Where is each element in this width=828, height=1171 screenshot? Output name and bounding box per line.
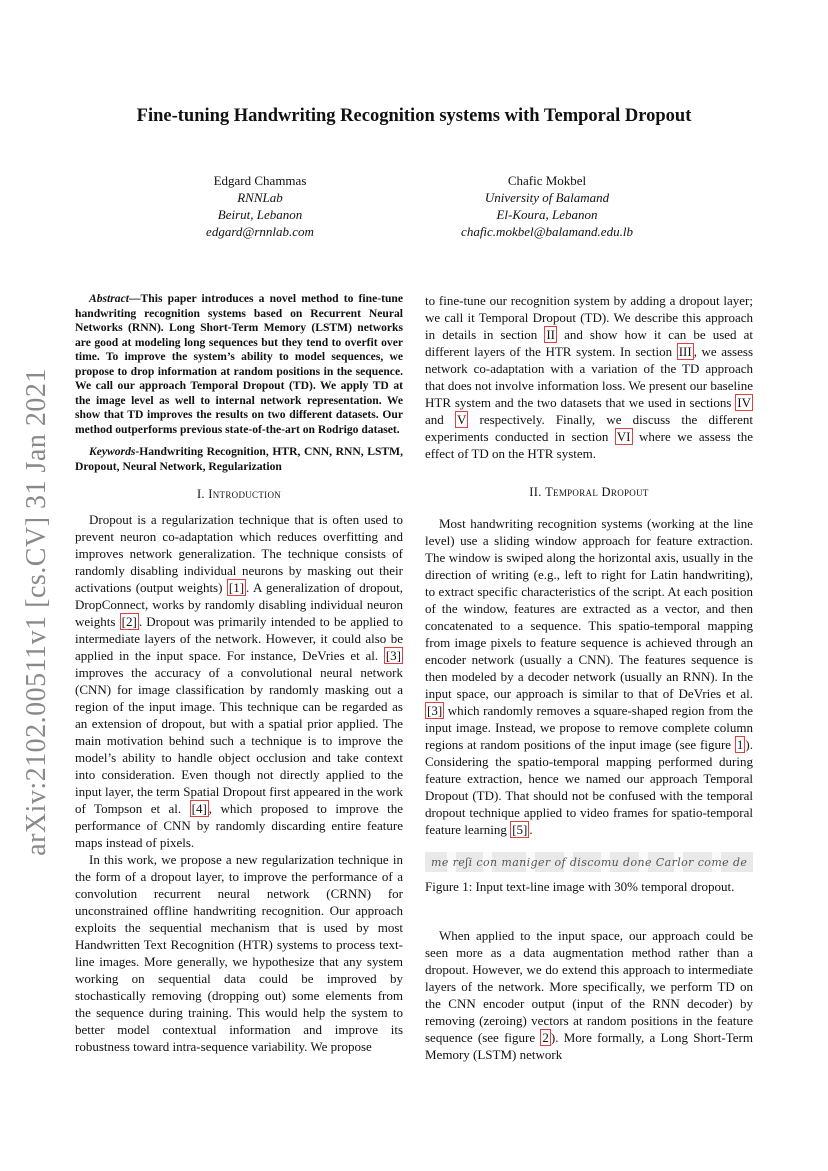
keywords-label: Keywords	[89, 445, 136, 458]
section-heading-temporal-dropout: II. Temporal Dropout	[529, 485, 649, 499]
author-block	[427, 172, 667, 240]
figure-1-image-text: me reʃi con maniger of discomu done Carlor come de	[431, 855, 748, 869]
figure-1-caption: Figure 1: Input text-line image with 30% temporal dropout.	[425, 879, 735, 894]
td-paragraph-1: Most handwriting recognition systems (working at the line level) use a sliding window approach for feature extraction. The window is swiped along the horizontal axis, usually in the direction of writing (e.g., left to right for Latin handwriting), to extract specific characteristics of the script. At each position of the window, features are extracted as a vector, and then concatenated to a sequence. This spatio-temporal mapping from image pixels to feature sequence is achieved through an encoder network (usually a CNN). The features sequence is then modeled by a decoder network (usually an RNN). In the input space, our approach is similar to that of DeVries et al. [3] which randomly removes a square-shaped region from the input image. Instead, we propose to remove complete column regions at random positions of the input image (see figure 1 ). Considering the spatio-temporal mapping performed during feature extraction, hence we named our approach Temporal Dropout (TD). That should not be confused with the temporal dropout technique applied to video frames for spatio-temporal feature learning [5] .	[425, 516, 753, 837]
author-name: Chafic Mokbel	[507, 173, 587, 188]
section-heading-introduction: I. Introduction	[196, 487, 282, 501]
author-name: Edgard Chammas	[213, 173, 307, 188]
left-column	[75, 292, 403, 1055]
td-paragraph-2: When applied to the input space, our approach could be seen more as a data augmentation method rather than a dropout. However, we do extend this approach to intermediate layers of the network. More specifically, we perform TD on the CNN encoder output (input of the RNN decoder) by removing (zeroing) vectors at random positions in the feature sequence (see figure 2 ). More formally, a Long Short-Term Memory (LSTM) network	[425, 928, 753, 1062]
citation-link[interactable]: [4]	[191, 801, 207, 816]
abstract	[75, 292, 403, 437]
citation-link[interactable]: [3]	[427, 703, 443, 718]
intro-paragraph-2: In this work, we propose a new regularization technique in the form of a dropout layer, to improve the performance of a convolution recurrent neural network (CRNN) for unconstrained offline handwriting recognition. Our approach exploits the sequential mechanism that is used by most Handwritten Text Recognition (HTR) systems to process text-line images. More generally, we hypothesize that any system working on sequential data could be improved by stochastically removing (dropping out) some elements from the sequence during training. This would help the system to better model contextual information and improve its robustness toward intra-sequence variability. We propose	[75, 852, 403, 1054]
citation-link[interactable]: [3]	[385, 648, 401, 663]
section-link[interactable]: IV	[737, 395, 751, 410]
figure-1	[425, 852, 753, 895]
author-email: edgard@rnnlab.com	[206, 224, 314, 239]
paper-title: Fine-tuning Handwriting Recognition systems with Temporal Dropout	[136, 106, 692, 126]
figure-link[interactable]: 2	[542, 1030, 549, 1045]
section-link[interactable]: V	[456, 412, 467, 427]
figure-1-image	[425, 852, 753, 872]
arxiv-identifier: arXiv:2102.00511v1 [cs.CV] 31 Jan 2021	[21, 368, 52, 856]
abstract-label: Abstract	[89, 292, 129, 305]
keywords	[75, 445, 403, 474]
section-link[interactable]: II	[546, 327, 555, 342]
author-location: Beirut, Lebanon	[217, 207, 303, 222]
keywords-text: -Handwriting Recognition, HTR, CNN, RNN, LSTM, Dropout, Neural Network, Regularization	[75, 445, 403, 473]
citation-link[interactable]: [5]	[512, 822, 528, 837]
author-location: El-Koura, Lebanon	[496, 207, 598, 222]
section-link[interactable]: III	[678, 344, 692, 359]
right-column	[425, 292, 753, 1063]
section-link[interactable]: VI	[616, 429, 631, 444]
author-affiliation: University of Balamand	[484, 190, 610, 205]
abstract-text: —This paper introduces a novel method to fine-tune handwriting recognition systems based on Recurrent Neural Networks (RNN). Long Short-Term Memory (LSTM) networks are good at modeling long sequences but they tend to overfit over time. To improve the system’s ability to model sequences, we propose to drop information at random positions in the sequence. We call our approach Temporal Dropout (TD). We apply TD at the image level as well to internal network representation. We show that TD improves the results on two different datasets. Our method outperforms previous state-of-the-art on Rodrigo dataset.	[75, 292, 403, 436]
intro-paragraph-3: to fine-tune our recognition system by adding a dropout layer; we call it Temporal Dropout (TD). We describe this approach in details in section II and show how it can be used at different layers of the HTR system. In section III , we assess network co-adaptation with a variation of the TD approach that does not involve information loss. We present our baseline HTR system and the two datasets that we used in sections IV and V respectively. Finally, we discuss the different experiments conducted in section VI where we assess the effect of TD on the HTR system.	[425, 293, 754, 461]
author-block	[140, 172, 380, 240]
citation-link[interactable]: [1]	[228, 580, 245, 595]
figure-link[interactable]: 1	[736, 737, 744, 752]
author-email: chafic.mokbel@balamand.edu.lb	[461, 224, 633, 239]
citation-link[interactable]: [2]	[121, 614, 137, 629]
author-affiliation: RNNLab	[237, 190, 283, 205]
intro-paragraph-1: Dropout is a regularization technique that is often used to prevent neuron co-adaptation which reduces overfitting and improves network generalization. The technique consists of randomly disabling individual neurons by masking out their activations (output weights) [1] . A generalization of dropout, DropConnect, works by randomly disabling individual neuron weights [2] . Dropout was primarily intended to be applied to intermediate layers of the network. However, it could also be applied in the input space. For instance, DeVries et al. [3] improves the accuracy of a convolutional neural network (CNN) for image classification by randomly masking out a region of the input image. This technique can be regarded as an extension of dropout, but with a spatial prior applied. The main motivation behind such a technique is to improve the model’s ability to handle object occlusion and take context into consideration. Even though not directly applied to the input layer, the term Spatial Dropout first appeared in the work of Tompson et al. [4] , which proposed to improve the performance of CNN by randomly discarding entire feature maps instead of pixels.	[75, 512, 404, 850]
